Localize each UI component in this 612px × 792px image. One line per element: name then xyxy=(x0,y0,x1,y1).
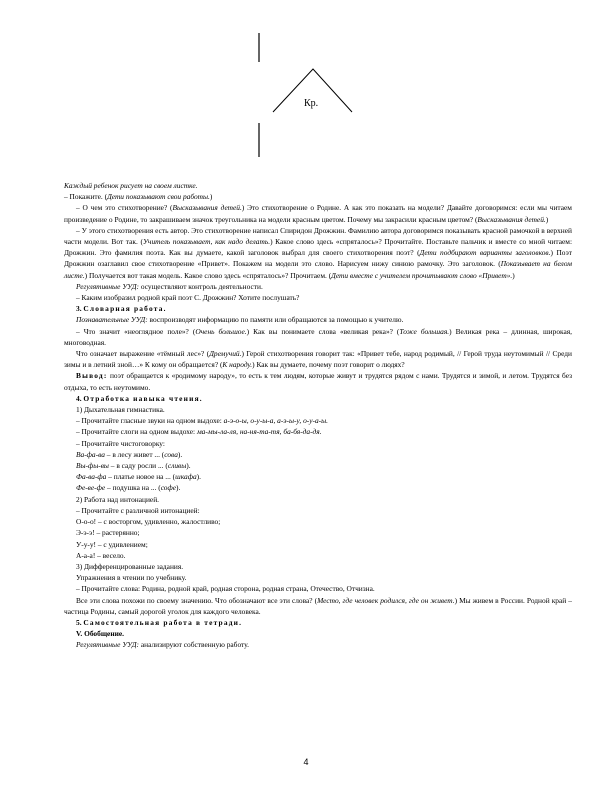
text-run: 3) Дифференцированные задания. xyxy=(76,561,184,571)
text-run: Э-э-э! – растерянно; xyxy=(76,528,140,538)
paragraph xyxy=(64,583,572,594)
text-run: – Покажите. ( xyxy=(64,192,108,202)
text-run: Самостоятельная работа в тетради. xyxy=(83,617,243,627)
paragraph xyxy=(64,191,572,202)
text-run: ) Как вы думаете, почему поэт говорит о людях? xyxy=(252,360,405,370)
text-run: Место, где человек родился, где он живет. xyxy=(317,595,455,605)
text-run: Регулятивные УУД: xyxy=(76,281,140,291)
text-run: Дети показывают свои работы. xyxy=(107,192,210,202)
text-run: а-э-о-ы, о-у-ы-а, а-э-ы-у, о-у-а-ы. xyxy=(223,416,329,426)
text-run: ). xyxy=(176,483,181,493)
text-run: шкафа xyxy=(175,472,197,482)
text-run: анализируют собственную работу. xyxy=(139,640,249,650)
text-run: – Каким изобразил родной край поэт С. Дрожжин? Хотите послушать? xyxy=(76,293,300,303)
document-body xyxy=(64,180,572,651)
text-run: Упражнения в чтении по учебнику. xyxy=(76,573,187,583)
paragraph xyxy=(64,471,572,482)
text-run: Показывает на белом листе. xyxy=(64,259,573,280)
paragraph xyxy=(64,505,572,516)
text-run: ) xyxy=(512,270,515,280)
text-run: – Прочитайте с различной интонацией: xyxy=(76,505,200,515)
text-run: – Прочитайте слова: Родина, родной край, родная сторона, родная страна, Отечество, Отчизна. xyxy=(76,584,375,594)
paragraph xyxy=(64,617,572,628)
text-run: 2) Работа над интонацией. xyxy=(76,494,160,504)
text-run: – Прочитайте гласные звуки на одном выдохе: xyxy=(76,416,224,426)
text-run: 4. xyxy=(76,393,84,403)
paragraph xyxy=(64,180,572,191)
text-run: – О чем это стихотворение? ( xyxy=(76,203,173,213)
text-run: ) Это стихотворение о Родине. А как это показать на модели? Давайте договоримся: если мы читаем произведение о Родине, то закрашиваем значок треугольника на модели красным цветом. Почему мы закрасили красным цветом? ( xyxy=(64,203,572,224)
paragraph xyxy=(64,281,572,292)
text-run: ) xyxy=(545,214,549,224)
text-run: Высказывания детей. xyxy=(172,203,242,213)
paragraph xyxy=(64,449,572,460)
paragraph xyxy=(64,628,572,639)
text-run: воспроизводят информацию по памяти или обращаются за помощью к учителю. xyxy=(147,315,404,325)
text-run: – Прочитайте чистоговорку: xyxy=(76,438,165,448)
text-run: V. Обобщение. xyxy=(76,629,124,639)
paragraph xyxy=(64,539,572,550)
paragraph xyxy=(64,426,572,437)
text-run: Словарная работа. xyxy=(83,304,167,314)
text-run: ) Получается вот такая модель. Какое слово здесь «спряталось»? Прочитаем. ( xyxy=(84,270,332,280)
text-run: Вы-фы-вы xyxy=(76,461,109,471)
text-run: ). xyxy=(186,461,191,471)
text-run: Фа-ва-фа xyxy=(76,472,107,482)
text-run: Учитель показывает, как надо делать. xyxy=(142,237,271,247)
paragraph xyxy=(64,404,572,415)
text-run: сливы xyxy=(167,461,187,471)
paragraph xyxy=(64,326,572,348)
paragraph xyxy=(64,561,572,572)
text-run: – У этого стихотворения есть автор. Это стихотворение написал Спиридон Дрожжин. Фамилию автора договоримся показывать красной рамочкой в верхней части модели. Вот так. ( xyxy=(64,225,572,247)
text-run: Отработка навыка чтения. xyxy=(83,393,203,403)
text-run: ) Герой стихотворения говорит так: «Привет тебе, народ родимый, // Герой труда неутомимый // Среди зимы и в летний зной…» К кому он обращается? ( xyxy=(64,349,572,370)
text-run: Вывод: xyxy=(76,371,108,381)
paragraph xyxy=(64,202,572,224)
paragraph xyxy=(64,482,572,493)
text-run: – в лесу живет ... ( xyxy=(104,449,165,459)
paragraph xyxy=(64,225,572,281)
text-run: – платье новое на ... ( xyxy=(106,472,176,482)
text-run: софе xyxy=(160,483,177,493)
text-run: поэт обращается к «родимому народу», то есть к тем людям, которые живут и трудятся рядом с нами. Трудятся и зимой, и летом. Трудятся без отдыха, то есть неутомимо. xyxy=(64,371,572,392)
paragraph xyxy=(64,494,572,505)
text-run: ). xyxy=(196,472,201,482)
reading-model-diagram xyxy=(0,0,612,175)
text-run: Дремучий. xyxy=(209,349,242,359)
text-run: 3. xyxy=(76,304,84,314)
page-number: 4 xyxy=(303,757,309,767)
paragraph xyxy=(64,595,572,617)
text-run: ) Мы живем в России. Родной край – частица Родины, самый дорогой уголок для каждого человека. xyxy=(64,595,572,616)
text-run: ) Поэт Дрожжин озаглавил свое стихотворение «Привет». Покажем на модели это слово. Нарисуем нижу синюю рамочку. Это заголовок. ( xyxy=(64,248,572,269)
paragraph xyxy=(64,303,572,314)
paragraph xyxy=(64,460,572,471)
paragraph xyxy=(64,639,572,650)
text-run: осуществляют контроль деятельности. xyxy=(139,281,263,291)
text-run: У-у-у! – с удивлением; xyxy=(76,539,148,549)
paragraph xyxy=(64,527,572,538)
text-run: ) xyxy=(209,192,213,202)
text-run: ). xyxy=(177,449,183,459)
text-run: Каждый ребенок рисует на своем листке. xyxy=(64,181,198,190)
paragraph xyxy=(64,292,572,303)
text-run: Тоже большая. xyxy=(399,326,450,336)
text-run: Что означает выражение «тёмный лес»? ( xyxy=(76,349,210,359)
text-run: – подушка на ... ( xyxy=(105,483,161,493)
text-run: сова xyxy=(164,449,178,459)
text-run: Дети вместе с учителем прочитывают слово «Привет». xyxy=(331,270,513,280)
paragraph xyxy=(64,314,572,325)
text-run: К народу. xyxy=(222,360,253,370)
paragraph xyxy=(64,415,572,426)
text-run: 1) Дыхательная гимнастика. xyxy=(76,405,165,415)
paragraph xyxy=(64,370,572,392)
text-run: – Что значит «неоглядное поле»? ( xyxy=(76,326,196,336)
text-run: Регулятивные УУД: xyxy=(76,640,140,650)
paragraph xyxy=(64,572,572,583)
paragraph xyxy=(64,438,572,449)
triangle-label: Кр. xyxy=(304,98,319,109)
text-run: – Прочитайте слоги на одном выдохе: xyxy=(76,427,197,437)
text-run: А-а-а! – весело. xyxy=(76,550,126,560)
paragraph xyxy=(64,516,572,527)
text-run: Дети подбирают варианты заголовков. xyxy=(419,248,551,258)
text-run: Познавательные УУД: xyxy=(76,315,148,325)
text-run: 5. xyxy=(76,617,84,627)
paragraph xyxy=(64,550,572,561)
text-run: ма-мы-ла-ля, на-ня-та-тя, ба-бя-да-дя. xyxy=(196,427,322,437)
paragraph xyxy=(64,348,572,370)
paragraph xyxy=(64,393,572,404)
text-run: ) Как вы понимаете слова «великая река»? ( xyxy=(246,326,400,336)
text-run: ) Великая река – длинная, широкая, многоводная. xyxy=(64,326,573,347)
text-run: Высказывания детей. xyxy=(477,214,546,224)
text-run: Фе-ве-фе xyxy=(76,483,106,493)
text-run: Все эти слова похожи по своему значению. Что обозначают все эти слова? ( xyxy=(76,595,318,605)
text-run: Очень большое. xyxy=(195,326,247,336)
text-run: – в саду росли ... ( xyxy=(108,461,168,471)
text-run: Ва-фа-ва xyxy=(76,449,105,459)
text-run: О-о-о! – с восторгом, удивленно, жалостливо; xyxy=(76,517,221,527)
text-run: ) Какое слово здесь «спряталось»? Прочитайте. Поставьте пальчик и вместе со мной читаем: Дрожжин. Это фамилия поэта. Как вы думаете, какой заголовок выбрал для своего стихотворения поэт? ( xyxy=(64,237,573,258)
